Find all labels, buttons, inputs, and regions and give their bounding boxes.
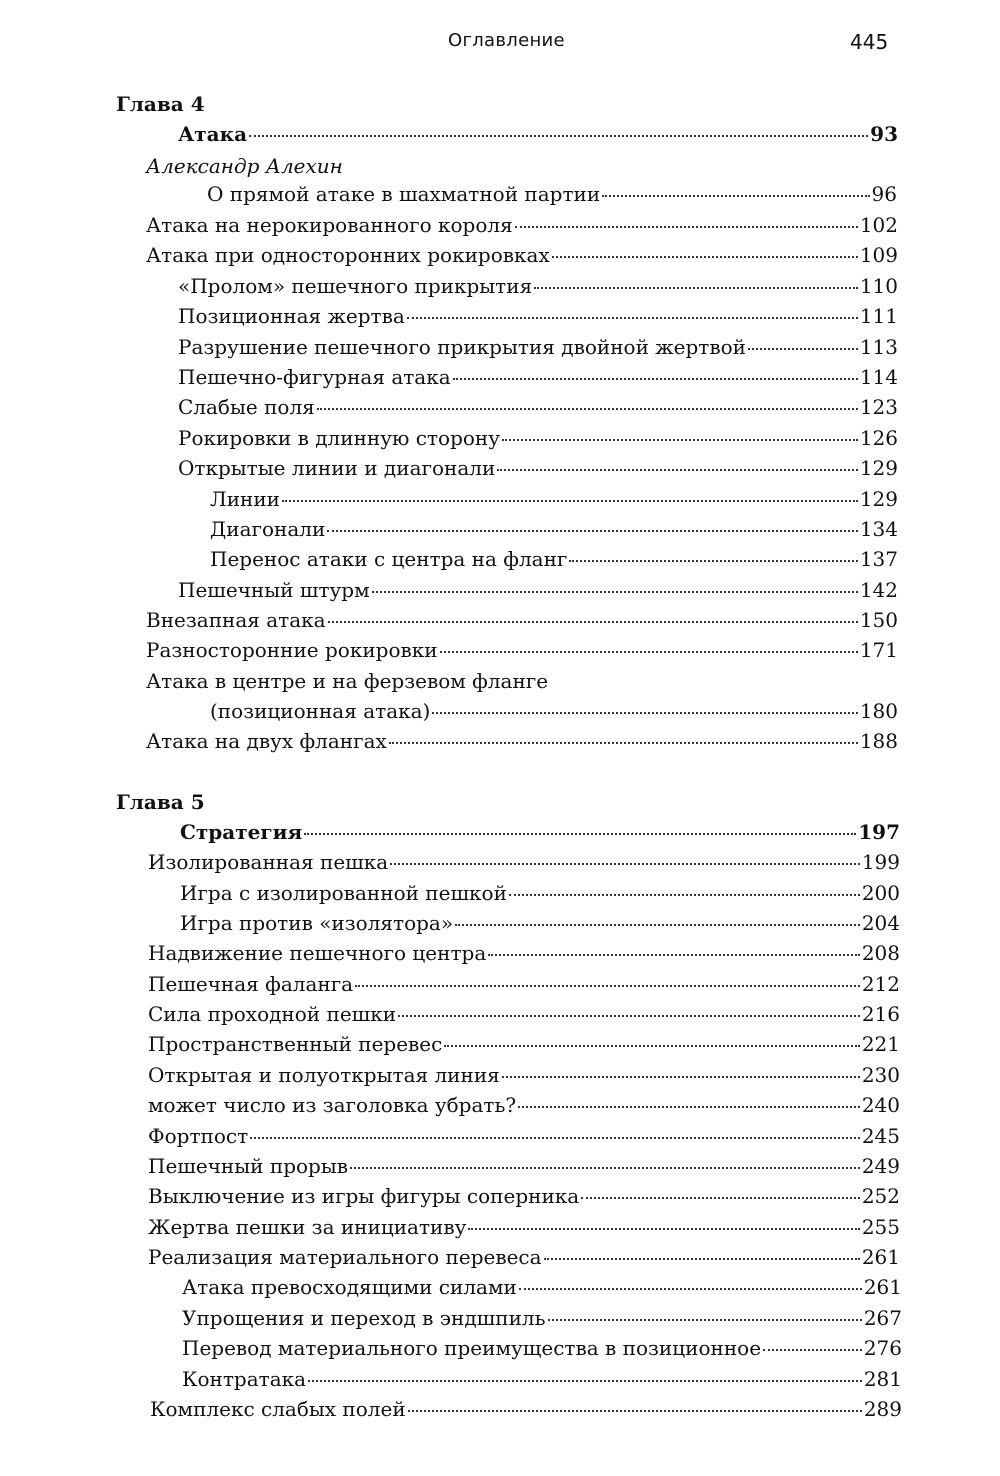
running-title: Оглавление (448, 30, 565, 51)
author-name: Александр Алехин (146, 154, 343, 178)
toc-entry (148, 850, 900, 878)
entry-label: Контратака (182, 1367, 307, 1391)
entry-page-number: 93 (870, 122, 898, 146)
dot-leader (440, 651, 858, 653)
entry-label: О прямой атаке в шахматной партии (207, 182, 601, 206)
toc-entry (210, 699, 898, 727)
toc-entry (148, 1063, 900, 1091)
entry-page-number: 245 (861, 1124, 900, 1148)
entry-label: Пешечная фаланга (148, 972, 354, 996)
entry-page-number: 150 (859, 608, 898, 632)
entry-page-number: 109 (859, 243, 898, 267)
toc-entry (182, 1306, 902, 1334)
entry-page-number: 102 (859, 213, 898, 237)
toc-entry (178, 395, 898, 423)
entry-page-number: 252 (861, 1184, 900, 1208)
entry-page-number: 199 (861, 850, 900, 874)
toc-entry (148, 941, 900, 969)
entry-page-number: 249 (861, 1154, 900, 1178)
entry-label: Изолированная пешка (148, 850, 389, 874)
dot-leader (308, 1380, 862, 1382)
toc-entry (210, 487, 898, 515)
toc-entry (148, 1093, 900, 1121)
toc-entry (148, 1124, 900, 1152)
dot-leader (748, 348, 858, 350)
dot-leader (317, 408, 858, 410)
toc-entry (207, 182, 897, 210)
page-number: 445 (850, 30, 889, 54)
entry-label: Разносторонние рокировки (146, 638, 438, 662)
dot-leader (390, 863, 860, 865)
dot-leader (509, 894, 860, 896)
toc-entry (210, 517, 898, 545)
chapter-heading: Глава 5 (116, 790, 205, 814)
entry-page-number: 180 (859, 699, 898, 723)
toc-entry (178, 304, 898, 332)
entry-label: Открытая и полуоткрытая линия (148, 1063, 500, 1087)
dot-leader (453, 378, 858, 380)
toc-entry (148, 1154, 900, 1182)
toc-entry (150, 1397, 902, 1425)
dot-leader (455, 924, 860, 926)
entry-page-number: 267 (863, 1306, 902, 1330)
entry-page-number: 142 (859, 578, 898, 602)
entry-page-number: 126 (859, 426, 898, 450)
entry-label: Пешечный штурм (178, 578, 370, 602)
entry-label: Рокировки в длинную сторону (178, 426, 501, 450)
toc-entry (146, 213, 898, 241)
entry-label: Упрощения и переход в эндшпиль (182, 1306, 546, 1330)
entry-label: Перевод материального преимущества в позиционное (182, 1336, 762, 1360)
entry-page-number: 114 (859, 365, 898, 389)
dot-leader (518, 1106, 860, 1108)
toc-entry (178, 274, 898, 302)
entry-label: Атака при односторонних рокировках (146, 243, 550, 267)
entry-label: Перенос атаки с центра на фланг (210, 547, 568, 571)
toc-entry (180, 881, 900, 909)
entry-page-number: 171 (859, 638, 898, 662)
dot-leader (304, 833, 856, 835)
entry-page-number: 281 (863, 1367, 902, 1391)
toc-entry (180, 911, 900, 939)
entry-label: Открытые линии и диагонали (178, 456, 496, 480)
entry-label: может число из заголовка убрать? (148, 1093, 517, 1117)
entry-page-number: 200 (861, 881, 900, 905)
entry-page-number: 289 (863, 1397, 902, 1421)
entry-label: Жертва пешки за инициативу (148, 1215, 467, 1239)
toc-entry (146, 243, 898, 271)
entry-page-number: 276 (863, 1336, 902, 1360)
dot-leader (328, 621, 858, 623)
toc-entry (178, 335, 898, 363)
entry-page-number: 221 (861, 1032, 900, 1056)
dot-leader (602, 195, 869, 197)
entry-label: Внезапная атака (146, 608, 326, 632)
dot-leader (468, 1228, 859, 1230)
entry-page-number: 204 (861, 911, 900, 935)
entry-page-number: 240 (861, 1093, 900, 1117)
dot-leader (355, 985, 860, 987)
toc-entry (148, 1032, 900, 1060)
entry-page-number: 261 (863, 1275, 902, 1299)
dot-leader (350, 1167, 860, 1169)
toc-entry (148, 1245, 900, 1273)
toc-entry (182, 1367, 902, 1395)
toc-entry (182, 1336, 902, 1364)
dot-leader (327, 530, 857, 532)
entry-label: Пешечный прорыв (148, 1154, 349, 1178)
dot-leader (407, 317, 858, 319)
toc-entry (148, 1002, 900, 1030)
dot-leader (581, 1197, 860, 1199)
dot-leader (502, 1076, 860, 1078)
entry-label: Слабые поля (178, 395, 315, 419)
entry-page-number: 111 (859, 304, 898, 328)
entry-label: Позиционная жертва (178, 304, 405, 328)
toc-entry (178, 426, 898, 454)
dot-leader (519, 1288, 862, 1290)
entry-label: Реализация материального перевеса (148, 1245, 542, 1269)
dot-leader (515, 226, 858, 228)
entry-page-number: 137 (859, 547, 898, 571)
dot-leader (408, 1410, 862, 1412)
entry-page-number: 113 (859, 335, 898, 359)
entry-label: Атака на двух флангах (146, 729, 387, 753)
dot-leader (398, 1015, 860, 1017)
dot-leader (497, 469, 858, 471)
dot-leader (534, 287, 858, 289)
entry-label: Фортпост (148, 1124, 249, 1148)
entry-label: Атака (178, 122, 248, 146)
entry-page-number: 212 (861, 972, 900, 996)
dot-leader (569, 560, 857, 562)
dot-leader (502, 439, 858, 441)
dot-leader (389, 742, 858, 744)
entry-page-number: 230 (861, 1063, 900, 1087)
toc-entry (146, 608, 898, 636)
entry-page-number: 110 (859, 274, 898, 298)
dot-leader (249, 135, 868, 137)
entry-label: Сила проходной пешки (148, 1002, 397, 1026)
dot-leader (544, 1258, 860, 1260)
entry-page-number: 216 (861, 1002, 900, 1026)
page-header (0, 30, 1000, 56)
entry-label: Пространственный перевес (148, 1032, 443, 1056)
entry-label: Надвижение пешечного центра (148, 941, 487, 965)
toc-entry (146, 638, 898, 666)
dot-leader (552, 256, 858, 258)
entry-label: Линии (210, 487, 281, 511)
entry-page-number: 208 (861, 941, 900, 965)
entry-label: (позиционная атака) (210, 699, 431, 723)
toc-entry (148, 1215, 900, 1243)
dot-leader (444, 1045, 859, 1047)
chapter-title (178, 122, 898, 150)
chapter-heading: Глава 4 (116, 92, 205, 116)
entry-label: Выключение из игры фигуры соперника (148, 1184, 580, 1208)
entry-label: Игра с изолированной пешкой (180, 881, 507, 905)
entry-page-number: 96 (871, 182, 897, 206)
dot-leader (282, 500, 858, 502)
entry-page-number: 134 (859, 517, 898, 541)
toc-entry (210, 547, 898, 575)
entry-page-number: 197 (858, 820, 900, 844)
toc-entry (178, 365, 898, 393)
dot-leader (432, 712, 857, 714)
entry-label: Атака превосходящими силами (182, 1275, 517, 1299)
toc-entry (182, 1275, 902, 1303)
entry-label: «Пролом» пешечного прикрытия (178, 274, 533, 298)
entry-label: Разрушение пешечного прикрытия двойной жертвой (178, 335, 746, 359)
toc-entry (146, 729, 898, 757)
entry-label: Диагонали (210, 517, 326, 541)
toc-entry (148, 972, 900, 1000)
toc-entry (178, 578, 898, 606)
entry-label: Игра против «изолятора» (180, 911, 454, 935)
toc-entry: Атака в центре и на ферзевом фланге (146, 669, 549, 693)
entry-page-number: 188 (859, 729, 898, 753)
toc-entry (148, 1184, 900, 1212)
dot-leader (763, 1349, 862, 1351)
entry-page-number: 129 (859, 456, 898, 480)
entry-label: Пешечно-фигурная атака (178, 365, 451, 389)
dot-leader (250, 1137, 860, 1139)
dot-leader (488, 954, 860, 956)
entry-label: Стратегия (180, 820, 303, 844)
entry-page-number: 255 (861, 1215, 900, 1239)
entry-label: Комплекс слабых полей (150, 1397, 406, 1421)
dot-leader (548, 1319, 862, 1321)
toc-entry (178, 456, 898, 484)
dot-leader (372, 591, 858, 593)
entry-page-number: 129 (859, 487, 898, 511)
entry-label: Атака на нерокированного короля (146, 213, 513, 237)
entry-page-number: 123 (859, 395, 898, 419)
entry-page-number: 261 (861, 1245, 900, 1269)
chapter-title (180, 820, 900, 848)
